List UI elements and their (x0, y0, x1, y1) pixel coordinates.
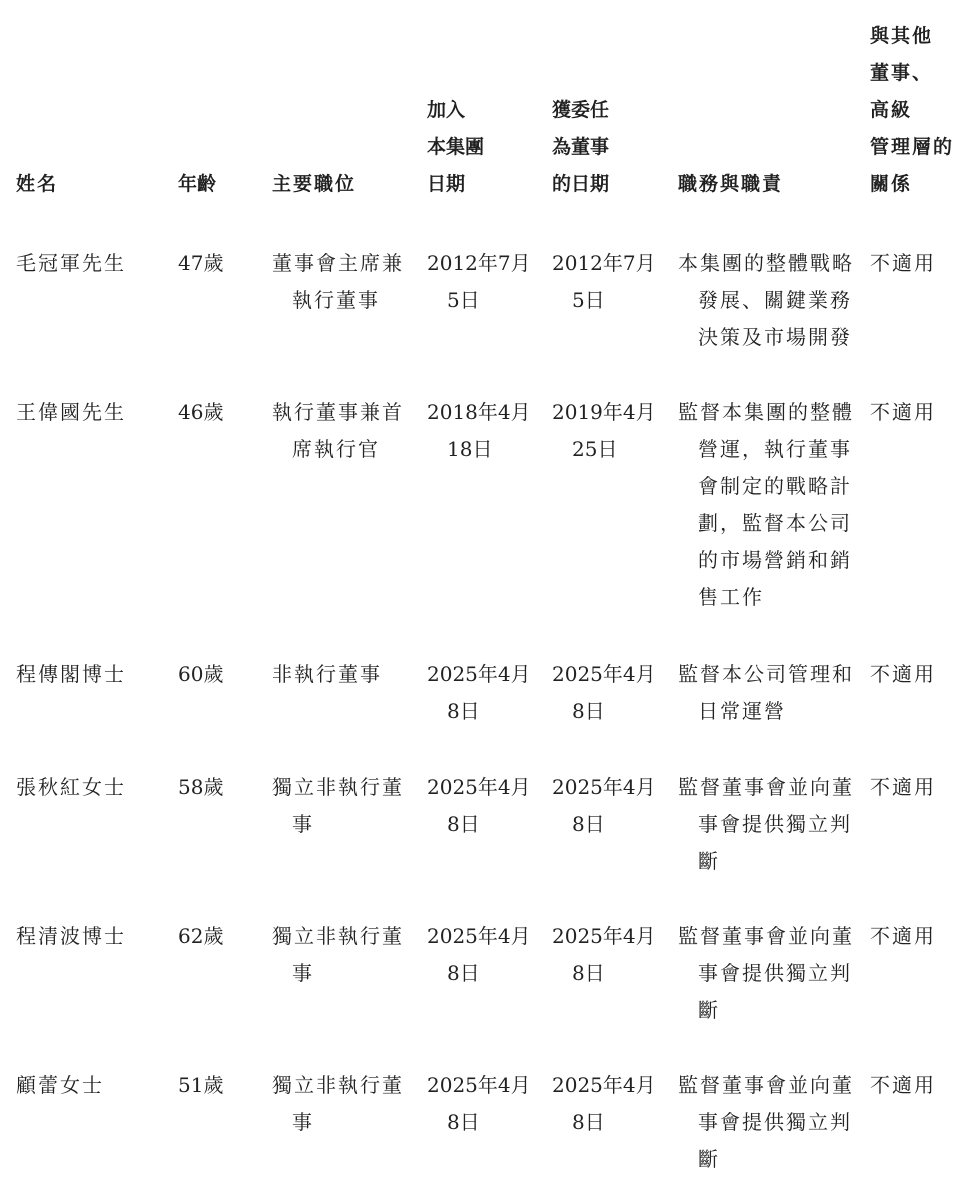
director-position (272, 656, 382, 693)
duties-line: 監督董事會並向董 (678, 1073, 854, 1097)
duties-line: 監督董事會並向董 (678, 775, 854, 799)
header-relationship-line: 董事、 (870, 62, 934, 84)
appointment-date-line: 8日 (572, 961, 605, 985)
join-date-line: 18日 (447, 437, 493, 461)
duties-line: 監督本公司管理和 (678, 662, 854, 686)
position-line: 事 (292, 812, 314, 836)
duties-line: 事會提供獨立判 (698, 812, 852, 836)
header-relationship-line: 關係 (870, 173, 913, 195)
director-position (272, 394, 404, 468)
header-duties-line: 職務與職責 (678, 173, 784, 195)
director-position (272, 1067, 404, 1141)
duties (678, 769, 854, 880)
position-line: 董事會主席兼 (272, 251, 404, 275)
join-date-line: 2025年4月 (427, 775, 531, 799)
duties (678, 918, 854, 1029)
director-age: 58歲 (178, 775, 224, 799)
header-relationship-line: 管理層的 (870, 136, 955, 158)
duties-line: 的市場營銷和銷 (698, 548, 852, 572)
appointment-date-line: 8日 (572, 1110, 605, 1134)
director-name: 程傳閣博士 (16, 662, 126, 686)
position-line: 獨立非執行董 (272, 924, 404, 948)
director-position (272, 918, 404, 992)
duties-line: 決策及市場開發 (698, 325, 852, 349)
director-name: 程清波博士 (16, 924, 126, 948)
position-line: 獨立非執行董 (272, 775, 404, 799)
header-position-line: 主要職位 (272, 173, 357, 195)
appointment-date (552, 394, 656, 468)
duties-line: 事會提供獨立判 (698, 1110, 852, 1134)
director-age: 51歲 (178, 1073, 224, 1097)
appointment-date (552, 918, 656, 992)
header-appointment-date (552, 92, 609, 203)
position-line: 獨立非執行董 (272, 1073, 404, 1097)
duties-line: 日常運營 (698, 699, 786, 723)
appointment-date-line: 8日 (572, 699, 605, 723)
duties (678, 1067, 854, 1178)
join-date (427, 769, 531, 843)
join-date-line: 2025年4月 (427, 1073, 531, 1097)
position-line: 非執行董事 (272, 662, 382, 686)
header-join-date-line: 本集團 (427, 136, 485, 158)
header-duties (678, 166, 783, 203)
appointment-date-line: 8日 (572, 812, 605, 836)
duties-line: 監督董事會並向董 (678, 924, 854, 948)
header-position (272, 166, 356, 203)
director-name: 王偉國先生 (16, 400, 126, 424)
director-position (272, 769, 404, 843)
join-date (427, 1067, 531, 1141)
position-line: 事 (292, 961, 314, 985)
header-appointment-date-line: 的日期 (552, 173, 610, 195)
header-appointment-date-line: 為董事 (552, 136, 610, 158)
header-age (178, 166, 216, 203)
join-date (427, 245, 531, 319)
join-date-line: 8日 (447, 961, 480, 985)
appointment-date-line: 2025年4月 (552, 775, 656, 799)
appointment-date-line: 2019年4月 (552, 400, 656, 424)
header-join-date-line: 加入 (427, 99, 466, 121)
position-line: 執行董事兼首 (272, 400, 404, 424)
appointment-date (552, 1067, 656, 1141)
join-date (427, 394, 531, 468)
director-age: 62歲 (178, 924, 224, 948)
relationship: 不適用 (870, 400, 936, 424)
position-line: 事 (292, 1110, 314, 1134)
join-date-line: 2012年7月 (427, 251, 531, 275)
appointment-date (552, 656, 656, 730)
join-date-line: 8日 (447, 812, 480, 836)
position-line: 席執行官 (292, 437, 380, 461)
duties-line: 劃，監督本公司 (698, 511, 852, 535)
duties-line: 會制定的戰略計 (698, 474, 852, 498)
header-relationship-line: 高級 (870, 99, 913, 121)
appointment-date-line: 2025年4月 (552, 1073, 656, 1097)
director-name: 毛冠軍先生 (16, 251, 126, 275)
duties (678, 394, 854, 616)
position-line: 執行董事 (292, 288, 380, 312)
table-header (0, 0, 969, 215)
join-date (427, 918, 531, 992)
header-name-line: 姓名 (16, 173, 59, 195)
join-date-line: 8日 (447, 1110, 480, 1134)
appointment-date (552, 245, 656, 319)
duties (678, 245, 854, 356)
relationship: 不適用 (870, 775, 936, 799)
join-date-line: 2025年4月 (427, 924, 531, 948)
relationship: 不適用 (870, 251, 936, 275)
duties-line: 監督本集團的整體 (678, 400, 854, 424)
relationship: 不適用 (870, 924, 936, 948)
join-date-line: 2018年4月 (427, 400, 531, 424)
header-relationship (870, 18, 954, 203)
header-relationship-line: 與其他 (870, 25, 934, 47)
duties-line: 斷 (698, 849, 720, 873)
director-position (272, 245, 404, 319)
duties-line: 營運，執行董事 (698, 437, 852, 461)
relationship: 不適用 (870, 662, 936, 686)
header-join-date-line: 日期 (427, 173, 466, 195)
relationship: 不適用 (870, 1073, 936, 1097)
duties-line: 售工作 (698, 585, 764, 609)
join-date-line: 2025年4月 (427, 662, 531, 686)
join-date-line: 8日 (447, 699, 480, 723)
appointment-date-line: 2025年4月 (552, 924, 656, 948)
appointment-date-line: 2012年7月 (552, 251, 656, 275)
director-name: 顧蕾女士 (16, 1073, 104, 1097)
header-join-date (427, 92, 484, 203)
join-date (427, 656, 531, 730)
director-name: 張秋紅女士 (16, 775, 126, 799)
appointment-date-line: 25日 (572, 437, 618, 461)
duties-line: 斷 (698, 1147, 720, 1171)
duties-line: 發展、關鍵業務 (698, 288, 852, 312)
appointment-date-line: 2025年4月 (552, 662, 656, 686)
director-age: 46歲 (178, 400, 224, 424)
duties-line: 本集團的整體戰略 (678, 251, 854, 275)
header-appointment-date-line: 獲委任 (552, 99, 610, 121)
join-date-line: 5日 (447, 288, 480, 312)
appointment-date-line: 5日 (572, 288, 605, 312)
duties-line: 斷 (698, 998, 720, 1022)
duties (678, 656, 854, 730)
header-name (16, 166, 58, 203)
duties-line: 事會提供獨立判 (698, 961, 852, 985)
appointment-date (552, 769, 656, 843)
director-age: 47歲 (178, 251, 224, 275)
header-age-line: 年齡 (178, 173, 217, 195)
director-age: 60歲 (178, 662, 224, 686)
